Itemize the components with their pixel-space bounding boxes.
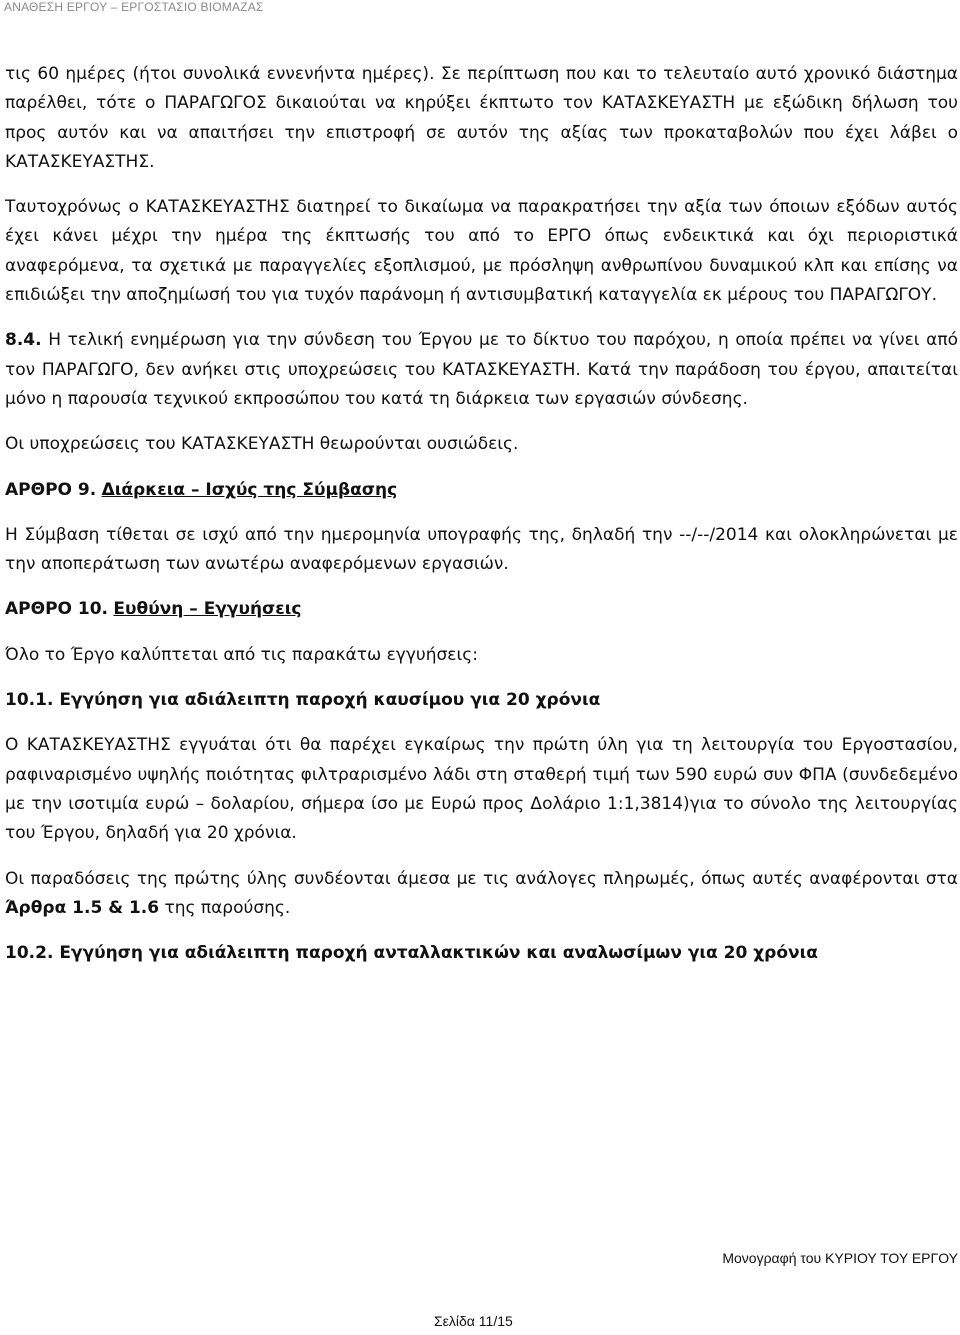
- paragraph-deadline: τις 60 ημέρες (ήτοι συνολικά εννενήντα ημέρες). Σε περίπτωση που και το τελευταίο αυτό χρονικό διάστημα παρέλθει, τότε ο ΠΑΡΑΓΩΓΟΣ δικαιούται να κηρύξει έκπτωτο τον ΚΑΤΑΣΚΕΥΑΣΤΗ με εξώδικη δήλωση του προς αυτόν και να απαιτήσει την επιστροφή σε αυτόν της αξίας των προκαταβολών που έχει λάβει ο ΚΑΤΑΣΚΕΥΑΣΤΗΣ.: [5, 64, 958, 172]
- article-9-heading: [5, 476, 958, 505]
- article-title: Ευθύνη – Εγγυήσεις: [113, 599, 302, 620]
- section-10-2-heading: 10.2. Εγγύηση για αδιάλειπτη παροχή ανταλλακτικών και αναλωσίμων για 20 χρόνια: [5, 943, 818, 964]
- paragraph-contract-validity: Η Σύμβαση τίθεται σε ισχύ από την ημερομηνία υπογραφής της, δηλαδή την --/--/2014 και ολοκληρώνεται με την αποπεράτωση των ανωτέρω αναφερόμενων εργασιών.: [5, 524, 958, 575]
- article-number: ΑΡΘΡΟ 10.: [5, 599, 109, 620]
- page-number: Σελίδα 11/15: [434, 1313, 513, 1329]
- paragraph-guarantees-intro: Όλο το Έργο καλύπτεται από τις παρακάτω εγγυήσεις:: [5, 644, 478, 665]
- article-title: Διάρκεια – Ισχύς της Σύμβασης: [101, 479, 398, 500]
- article-10-heading: [5, 595, 958, 624]
- article-number: ΑΡΘΡΟ 9.: [5, 479, 97, 500]
- article-reference: Άρθρα 1.5 & 1.6: [5, 897, 160, 918]
- paragraph-8-4: [5, 326, 958, 414]
- paragraph-retention: Ταυτοχρόνως ο ΚΑΤΑΣΚΕΥΑΣΤΗΣ διατηρεί το δικαίωμα να παρακρατήσει την αξία των όποιων εξόδων αυτός έχει κάνει μέχρι την ημέρα της έκπτωσής του από το ΕΡΓΟ όπως ενδεικτικά και όχι περιοριστικά αναφερόμενα, τα σχετικά με παραγγελίες εξοπλισμού, με πρόσληψη ανθρωπίνου δυναμικού κλπ και επίσης να επιδιώξει την αποζημίωσή του για τυχόν παράνομη ή αντισυμβατική καταγγελία εκ μέρους του ΠΑΡΑΓΩΓΟΥ.: [5, 197, 958, 306]
- clause-text: Η τελική ενημέρωση για την σύνδεση του Έργου με το δίκτυο του παρόχου, η οποία πρέπει να γίνει από τον ΠΑΡΑΓΩΓΟ, δεν ανήκει στις υποχρεώσεις του ΚΑΤΑΣΚΕΥΑΣΤΗ. Κατά την παράδοση του έργου, απαιτείται μόνο η παρουσία τεχνικού εκπροσώπου του κατά τη διάρκεια των εργασιών σύνδεσης.: [5, 330, 958, 409]
- paragraph-deliveries: Οι παραδόσεις της πρώτης ύλης συνδέονται άμεσα με τις ανάλογες πληρωμές, όπως αυτές αναφέρονται στα Άρθρα 1.5 & 1.6 της παρούσης.: [5, 868, 958, 918]
- paragraph-obligations: Οι υποχρεώσεις του ΚΑΤΑΣΚΕΥΑΣΤΗ θεωρούνται ουσιώδεις.: [5, 434, 519, 455]
- section-10-1-heading: 10.1. Εγγύηση για αδιάλειπτη παροχή καυσίμου για 20 χρόνια: [5, 690, 601, 711]
- running-header: ΑΝΑΘΕΣΗ ΕΡΓΟΥ – ΕΡΓΟΣΤΑΣΙΟ ΒΙΟΜΑΖΑΣ: [4, 0, 264, 14]
- paragraph-fuel-guarantee: Ο ΚΑΤΑΣΚΕΥΑΣΤΗΣ εγγυάται ότι θα παρέχει εγκαίρως την πρώτη ύλη για τη λειτουργία του Εργοστασίου, ραφιναρισμένο υψηλής ποιότητας φιλτραρισμένο λάδι στη σταθερή τιμή των 590 ευρώ συν ΦΠΑ (συνδεδεμένο με την ισοτιμία ευρώ – δολαρίου, σήμερα ίσο με Ευρώ προς Δολάριο 1:1,3814)για το σύνολο της λειτουργίας του Έργου, δηλαδή για 20 χρόνια.: [5, 735, 958, 844]
- clause-number: 8.4.: [5, 330, 42, 351]
- document-body: [5, 60, 958, 968]
- footer-initials: Μονογραφή του ΚΥΡΙΟΥ ΤΟΥ ΕΡΓΟΥ: [722, 1250, 958, 1266]
